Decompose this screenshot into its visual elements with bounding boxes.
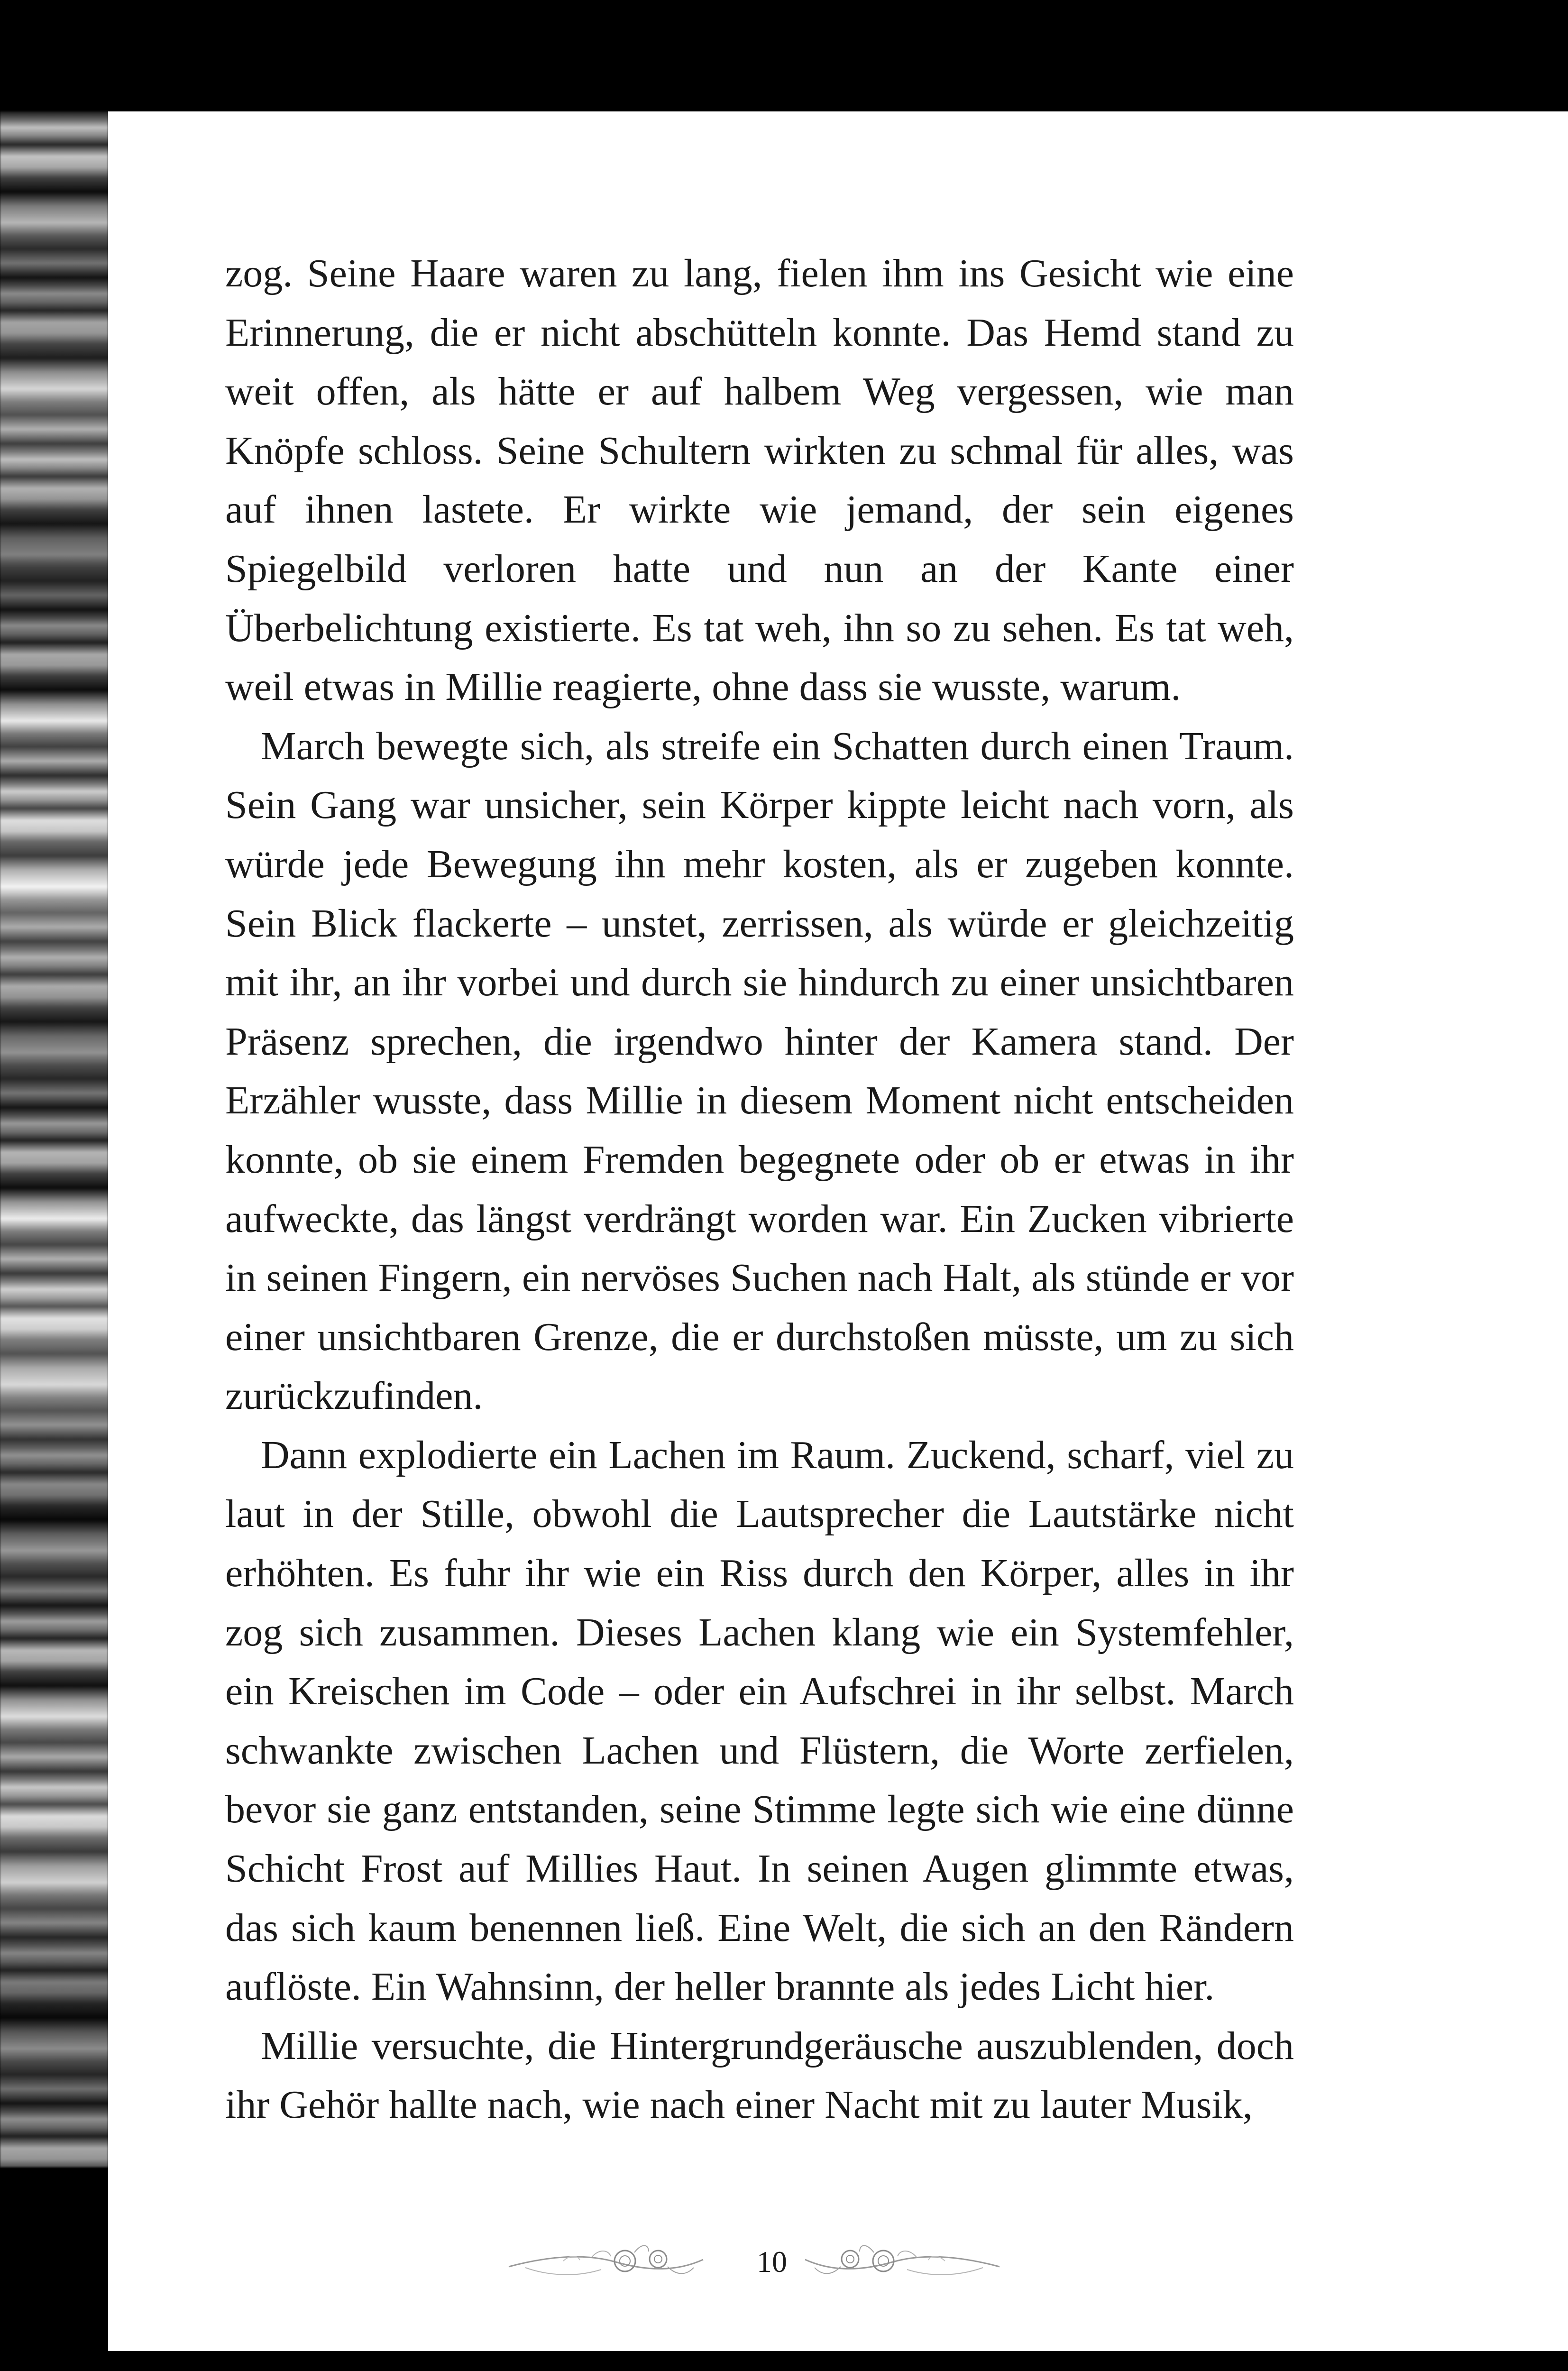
body-text <box>225 244 1294 2135</box>
floral-ornament-icon <box>803 2238 1002 2286</box>
book-page <box>108 111 1568 2351</box>
paragraph-4: Millie versuchte, die Hintergrundgeräusche auszublenden, doch ihr Gehör hallte nach, wie nach einer Nacht mit zu lauter Musik, <box>225 2023 1294 2127</box>
left-edge-strip <box>0 0 108 2371</box>
glitch-stripe-overlay <box>0 111 108 2167</box>
page-footer <box>108 2233 1417 2290</box>
paragraph-2: March bewegte sich, als streife ein Schatten durch einen Traum. Sein Gang war unsicher, sein Körper kippte leicht nach vorn, als würde jede Bewegung ihn mehr kosten, als er zugeben konnte. Sein Blick flackerte – unstet, zerrissen, als würde er gleichzeitig mit ihr, an ihr vorbei und durch sie hindurch zu einer unsichtbaren Präsenz sprechen, die irgendwo hinter der Kamera stand. Der Erzähler wusste, dass Millie in diesem Moment nicht entscheiden konnte, ob sie einem Fremden begegnete oder ob er etwas in ihr aufweckte, das längst verdrängt worden war. Ein Zucken vibrierte in seinen Fingern, ein nervöses Suchen nach Halt, als stünde er vor einer unsichtbaren Grenze, die er durchstoßen müsste, um zu sich zurückzufinden. <box>225 724 1294 1418</box>
top-black-band <box>0 0 1568 111</box>
page-number: 10 <box>757 2245 787 2279</box>
paragraph-3: Dann explodierte ein Lachen im Raum. Zuckend, scharf, viel zu laut in der Stille, obwohl die Lautsprecher die Lautstärke nicht erhöhten. Es fuhr ihr wie ein Riss durch den Körper, alles in ihr zog sich zusammen. Dieses Lachen klang wie ein Systemfehler, ein Kreischen im Code – oder ein Aufschrei in ihr selbst. March schwankte zwischen Lachen und Flüstern, die Worte zerfielen, bevor sie ganz entstanden, seine Stimme legte sich wie eine dünne Schicht Frost auf Millies Haut. In seinen Augen glimmte etwas, das sich kaum benennen ließ. Eine Welt, die sich an den Rändern auflöste. Ein Wahnsinn, der heller brannte als jedes Licht hier. <box>225 1433 1294 2009</box>
paragraph-1: zog. Seine Haare waren zu lang, fielen ihm ins Gesicht wie eine Erinnerung, die er nicht abschütteln konnte. Das Hemd stand zu weit offen, als hätte er auf halbem Weg vergessen, wie man Knöpfe schloss. Seine Schultern wirkten zu schmal für alles, was auf ihnen lastete. Er wirkte wie jemand, der sein eigenes Spiegelbild verloren hatte und nun an der Kante einer Überbelichtung existierte. Es tat weh, ihn so zu sehen. Es tat weh, weil etwas in Millie reagierte, ohne dass sie wusste, warum. <box>225 251 1294 709</box>
bottom-black-band <box>0 2351 1568 2371</box>
floral-ornament-icon <box>506 2238 706 2286</box>
